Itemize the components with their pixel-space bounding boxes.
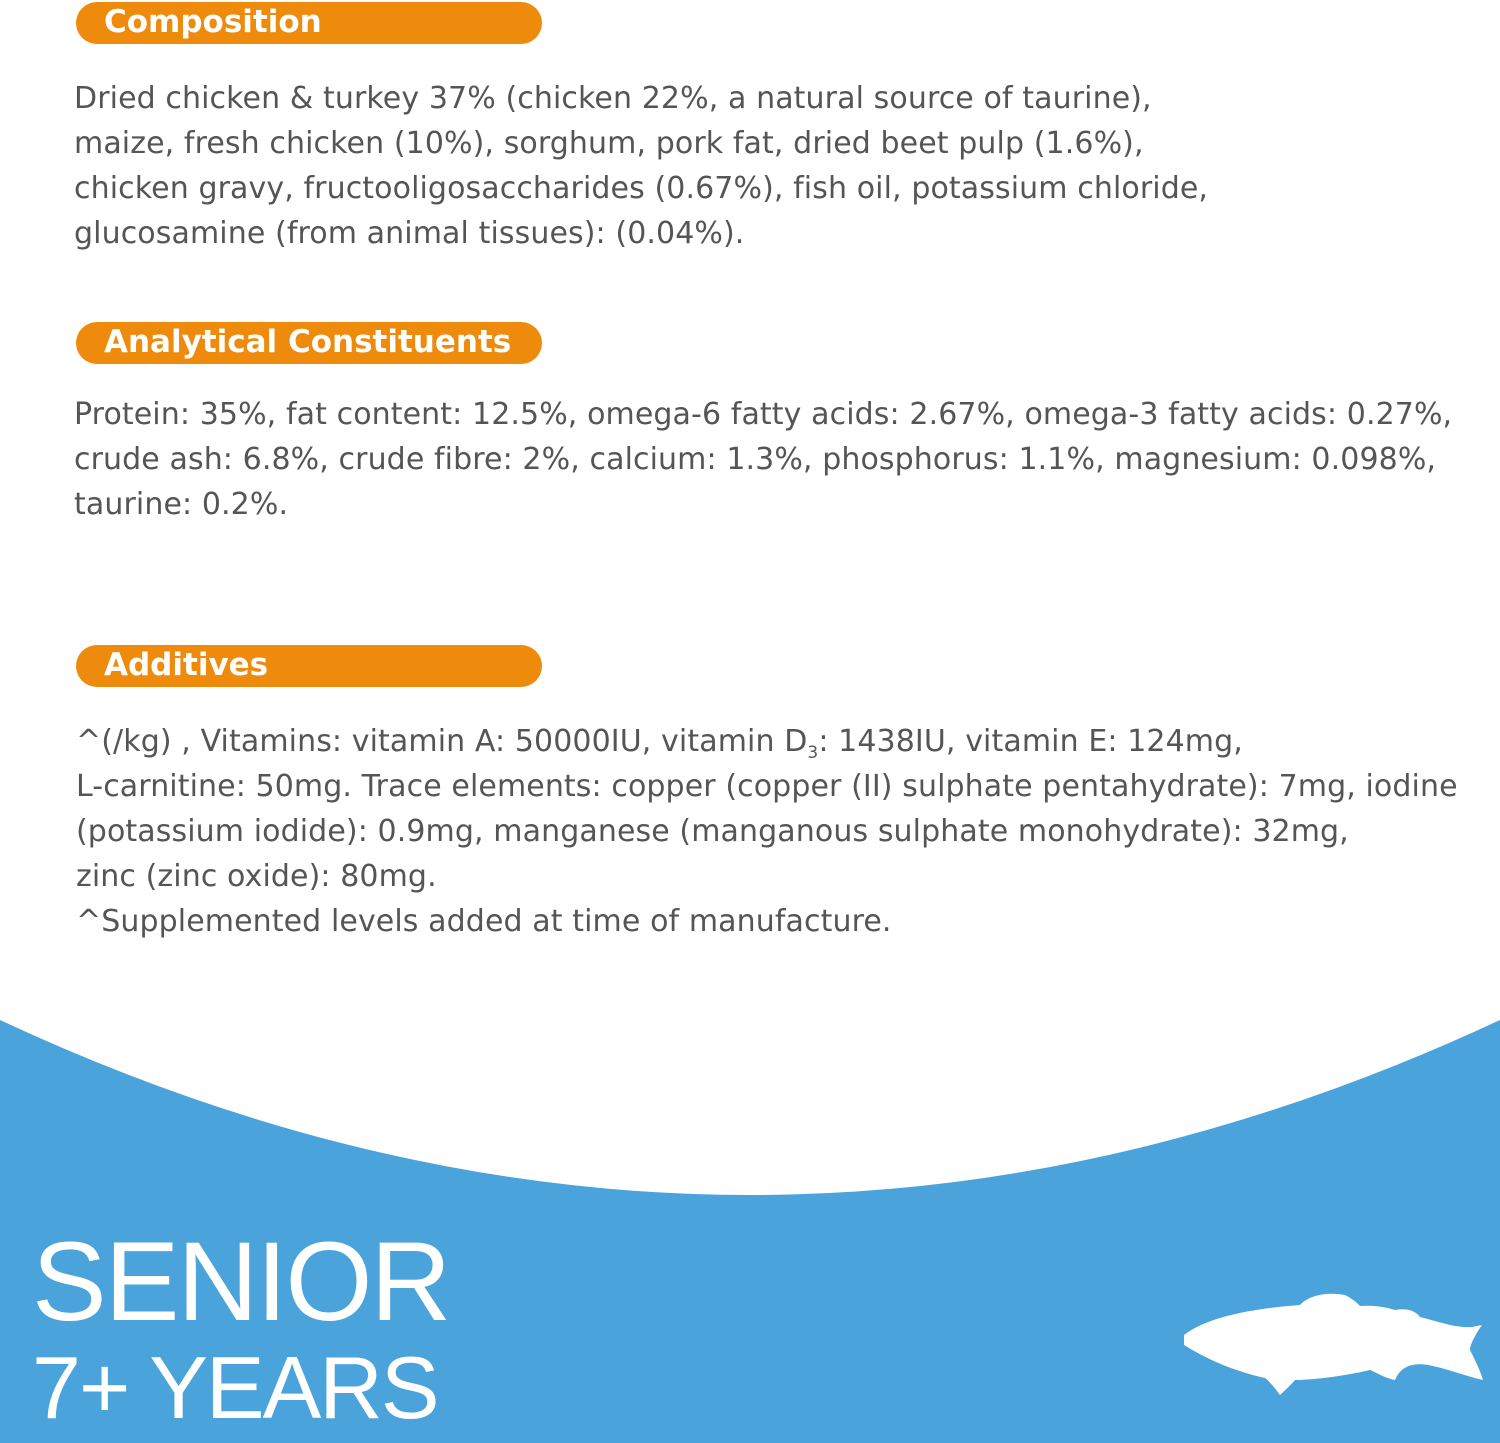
text-segment: : 1438IU, vitamin E: 124mg, (818, 724, 1243, 759)
composition-heading: Composition (76, 2, 542, 44)
text-line: (potassium iodide): 0.9mg, manganese (manganous sulphate monohydrate): 32mg, (76, 814, 1349, 849)
text-line: ^Supplemented levels added at time of manufacture. (76, 904, 892, 939)
text-line: chicken gravy, fructooligosaccharides (0.67%), fish oil, potassium chloride, (74, 171, 1209, 206)
subscript: 3 (807, 743, 819, 763)
text-line: zinc (zinc oxide): 80mg. (76, 859, 437, 894)
text-line: maize, fresh chicken (10%), sorghum, pork fat, dried beet pulp (1.6%), (74, 126, 1144, 161)
text-line: Dried chicken & turkey 37% (chicken 22%, a natural source of taurine), (74, 81, 1152, 116)
banner-subtitle: 7+ YEARS (32, 1338, 438, 1437)
text-line: L-carnitine: 50mg. Trace elements: copper (copper (II) sulphate pentahydrate): 7mg, iodine (76, 769, 1458, 804)
banner-title: SENIOR (32, 1219, 450, 1344)
text-segment: ^(/kg) , Vitamins: vitamin A: 50000IU, vitamin D (76, 724, 808, 759)
additives-heading: Additives (76, 645, 542, 687)
text-line: glucosamine (from animal tissues): (0.04%). (74, 216, 745, 251)
text-line: Protein: 35%, fat content: 12.5%, omega-6 fatty acids: 2.67%, omega-3 fatty acids: 0.27%, (74, 397, 1453, 432)
text-line: crude ash: 6.8%, crude fibre: 2%, calcium: 1.3%, phosphorus: 1.1%, magnesium: 0.098%, (74, 442, 1437, 477)
text-line: taurine: 0.2%. (74, 487, 289, 522)
analytical-heading: Analytical Constituents (76, 322, 542, 364)
